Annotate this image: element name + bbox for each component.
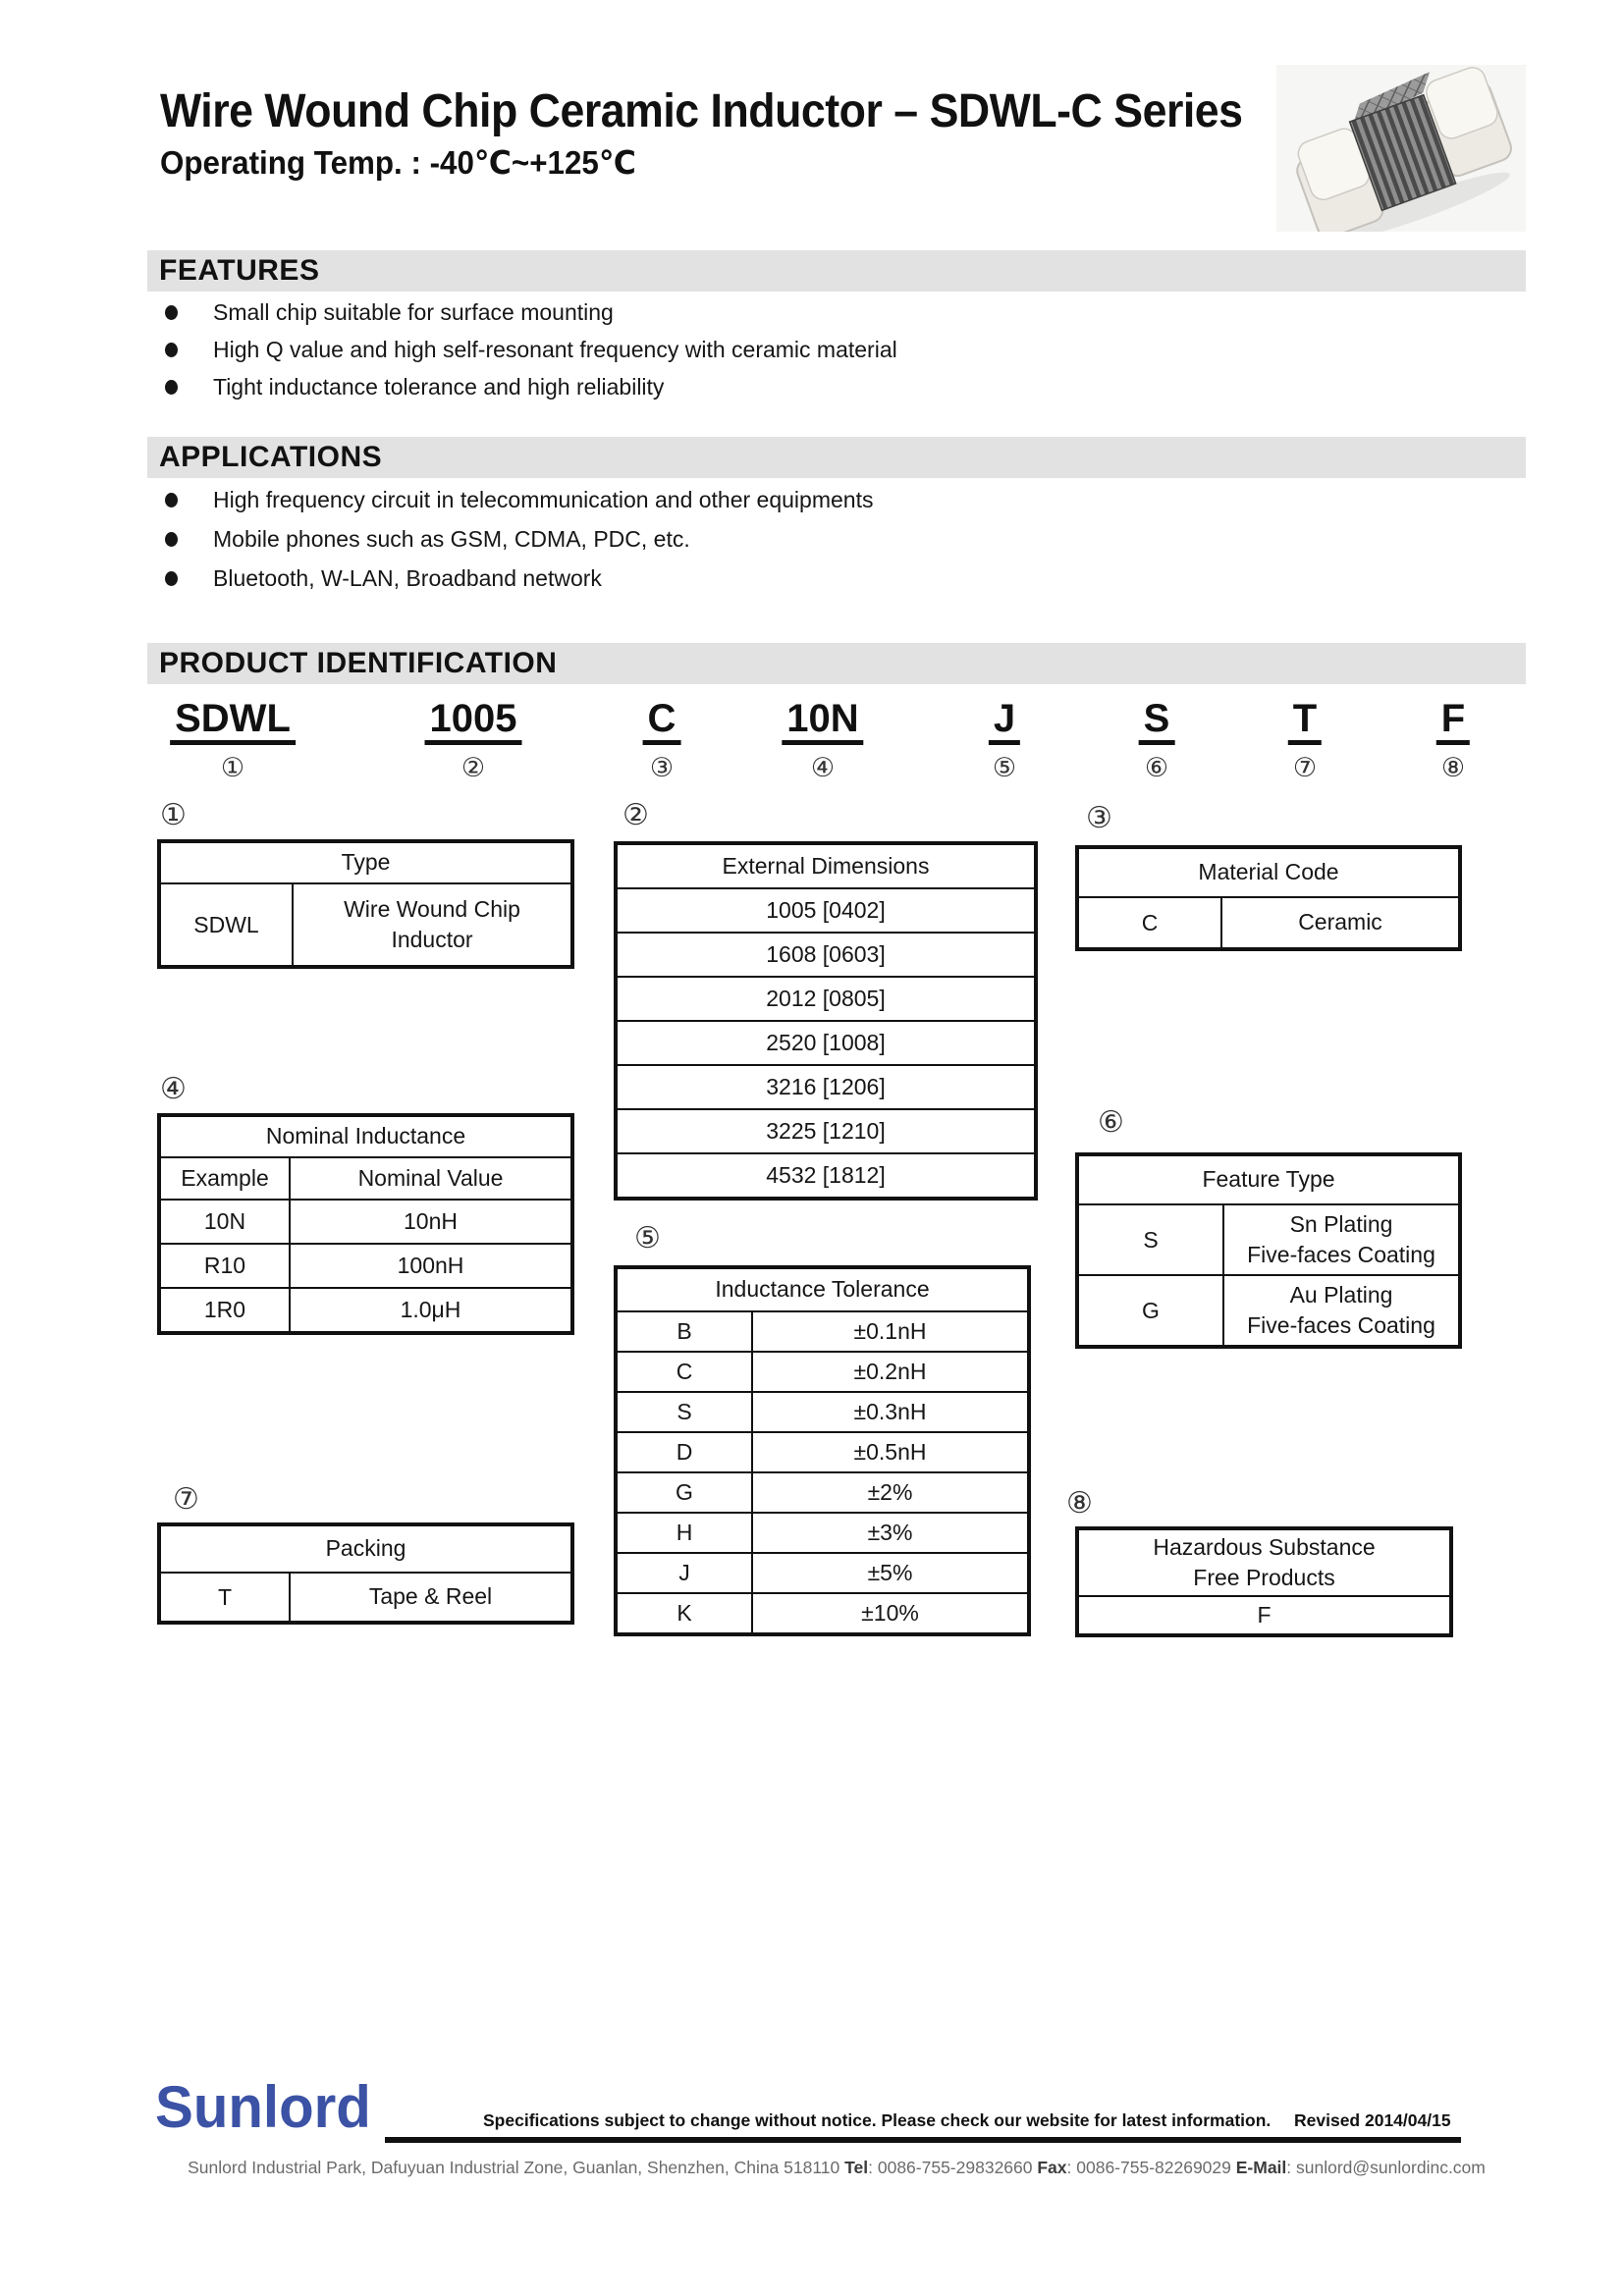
external-dimensions-table xyxy=(614,841,1038,1201)
hazardous-header-line: Hazardous Substance xyxy=(1153,1533,1376,1560)
packing-code-cell: T xyxy=(161,1574,291,1621)
type-desc-line: Wire Wound Chip xyxy=(344,895,520,922)
part-code-text: T xyxy=(1288,699,1322,745)
bullet-icon xyxy=(165,532,178,547)
circled-number: ③ xyxy=(649,753,675,783)
table-row xyxy=(618,1310,1027,1351)
feature-text: Small chip suitable for surface mounting xyxy=(213,298,614,325)
tolerance-value-cell: ±0.1nH xyxy=(853,1317,927,1344)
feature-code-cell: G xyxy=(1079,1276,1224,1345)
inductance-value-cell: 10nH xyxy=(404,1207,458,1234)
inductance-code-cell: R10 xyxy=(161,1245,291,1287)
tel-label: Tel xyxy=(844,2158,869,2177)
table-row xyxy=(161,1572,570,1621)
part-code-segment xyxy=(425,699,522,783)
email-value: : sunlord@sunlordinc.com xyxy=(1286,2158,1486,2177)
circled-number: ⑤ xyxy=(992,753,1017,783)
part-code-segment xyxy=(1288,699,1322,783)
table-mark-external-dimensions: ② xyxy=(623,798,649,832)
table-row xyxy=(618,1431,1027,1471)
table-row xyxy=(618,932,1034,976)
tolerance-value-cell: ±0.2nH xyxy=(853,1358,927,1384)
inductance-tolerance-table xyxy=(614,1265,1031,1636)
tolerance-value-cell: ±3% xyxy=(867,1519,913,1545)
tolerance-value-cell: ±0.5nH xyxy=(853,1438,927,1465)
tolerance-code-cell: C xyxy=(618,1353,753,1391)
table-row xyxy=(618,1592,1027,1632)
tolerance-code-cell: H xyxy=(618,1514,753,1552)
external-dimensions-header: External Dimensions xyxy=(722,852,930,879)
features-heading: FEATURES xyxy=(147,250,1526,292)
tolerance-value-cell: ±10% xyxy=(861,1599,919,1626)
part-code-segment xyxy=(1436,699,1470,783)
table-row xyxy=(1079,896,1458,947)
nominal-value-col-header: Nominal Value xyxy=(357,1164,504,1191)
inductance-value-cell: 100nH xyxy=(397,1252,464,1278)
table-row xyxy=(618,1152,1034,1197)
circled-number: ① xyxy=(220,753,245,783)
circled-number: ⑦ xyxy=(1292,753,1318,783)
tolerance-code-cell: K xyxy=(618,1594,753,1632)
material-code-cell: C xyxy=(1079,898,1222,947)
part-code-segment xyxy=(1139,699,1175,783)
feature-code-cell: S xyxy=(1079,1205,1224,1274)
part-code-text: F xyxy=(1436,699,1470,745)
feature-item xyxy=(165,297,614,327)
part-code-text: S xyxy=(1139,699,1175,745)
table-header-row xyxy=(161,1156,570,1199)
tolerance-code-cell: J xyxy=(618,1554,753,1592)
part-code-text: 10N xyxy=(782,699,863,745)
table-row xyxy=(1079,1595,1449,1633)
table-row xyxy=(618,1108,1034,1152)
table-mark-material-code: ③ xyxy=(1086,801,1112,835)
feature-desc-cell xyxy=(1224,1276,1458,1345)
footer-divider xyxy=(385,2137,1461,2143)
packing-desc-cell: Tape & Reel xyxy=(368,1583,493,1610)
table-row xyxy=(618,1512,1027,1552)
fax-value: : 0086-755-82269029 xyxy=(1066,2158,1236,2177)
part-code-text: 1005 xyxy=(425,699,522,745)
table-row xyxy=(1079,1203,1458,1274)
feature-item xyxy=(165,335,897,364)
feature-desc-line: Five-faces Coating xyxy=(1247,1242,1435,1267)
table-mark-inductance-tolerance: ⑤ xyxy=(634,1221,661,1255)
tolerance-value-cell: ±5% xyxy=(867,1559,913,1585)
part-code-text: J xyxy=(989,699,1020,745)
material-desc-cell: Ceramic xyxy=(1298,909,1382,935)
application-item xyxy=(165,485,873,514)
applications-heading: APPLICATIONS xyxy=(147,437,1526,478)
bullet-icon xyxy=(165,343,178,357)
tolerance-value-cell: ±0.3nH xyxy=(853,1398,927,1424)
dimension-cell: 3216 [1206] xyxy=(766,1074,886,1099)
table-mark-type: ① xyxy=(160,798,187,832)
circled-number: ⑥ xyxy=(1144,753,1169,783)
table-row xyxy=(161,1243,570,1287)
part-code-segment xyxy=(643,699,681,783)
feature-item xyxy=(165,372,664,401)
page-title: Wire Wound Chip Ceramic Inductor – SDWL-C Series xyxy=(160,85,1243,137)
tolerance-code-cell: D xyxy=(618,1433,753,1471)
dimension-cell: 1005 [0402] xyxy=(766,897,886,923)
table-row xyxy=(161,1199,570,1243)
table-row xyxy=(161,1287,570,1331)
feature-text: High Q value and high self-resonant frequency with ceramic material xyxy=(213,336,897,362)
table-row xyxy=(618,976,1034,1020)
material-code-table xyxy=(1075,845,1462,951)
type-table-header: Type xyxy=(341,849,391,876)
hazardous-free-table xyxy=(1075,1526,1453,1637)
part-code-text: SDWL xyxy=(170,699,296,745)
feature-desc-line: Sn Plating xyxy=(1289,1210,1393,1237)
type-desc-line: Inductor xyxy=(391,927,473,952)
table-row xyxy=(618,887,1034,932)
fax-label: Fax xyxy=(1037,2158,1067,2177)
dimension-cell: 4532 [1812] xyxy=(766,1162,886,1188)
footer-address xyxy=(147,2158,1526,2178)
feature-desc-cell xyxy=(1224,1205,1458,1274)
table-mark-hazardous: ⑧ xyxy=(1066,1486,1093,1521)
tel-value: : 0086-755-29832660 xyxy=(868,2158,1038,2177)
bullet-icon xyxy=(165,493,178,507)
tolerance-value-cell: ±2% xyxy=(867,1478,913,1505)
dimension-cell: 2012 [0805] xyxy=(766,986,886,1011)
type-table xyxy=(157,839,574,969)
table-row xyxy=(618,1351,1027,1391)
table-row xyxy=(618,1020,1034,1064)
inductance-code-cell: 1R0 xyxy=(161,1289,291,1331)
part-code-segment xyxy=(782,699,863,783)
material-code-header: Material Code xyxy=(1198,859,1339,885)
circled-number: ④ xyxy=(810,753,836,783)
packing-header: Packing xyxy=(325,1535,406,1562)
application-text: Bluetooth, W-LAN, Broadband network xyxy=(213,564,602,591)
dimension-cell: 3225 [1210] xyxy=(766,1118,886,1144)
circled-number: ⑧ xyxy=(1440,753,1466,783)
inductance-value-cell: 1.0μH xyxy=(400,1296,461,1322)
feature-desc-line: Five-faces Coating xyxy=(1247,1312,1435,1338)
part-code-segment xyxy=(170,699,296,783)
dimension-cell: 2520 [1008] xyxy=(766,1030,886,1055)
operating-temp-subtitle: Operating Temp. : -40℃~+125℃ xyxy=(160,144,636,181)
sunlord-logo: Sunlord xyxy=(155,2074,371,2140)
feature-desc-line: Au Plating xyxy=(1289,1281,1393,1308)
table-row xyxy=(618,1064,1034,1108)
tolerance-code-cell: S xyxy=(618,1393,753,1431)
table-mark-nominal-inductance: ④ xyxy=(160,1072,187,1106)
nominal-inductance-header: Nominal Inductance xyxy=(265,1123,466,1149)
table-row xyxy=(618,1552,1027,1592)
table-row xyxy=(161,882,570,965)
application-item xyxy=(165,563,602,593)
bullet-icon xyxy=(165,305,178,320)
dimension-cell: 1608 [0603] xyxy=(766,941,886,967)
part-code-text: C xyxy=(643,699,681,745)
tolerance-code-cell: B xyxy=(618,1312,753,1351)
part-code-segment xyxy=(989,699,1020,783)
footer-revised-date: Revised 2014/04/15 xyxy=(1294,2110,1451,2130)
nominal-inductance-table xyxy=(157,1113,574,1335)
circled-number: ② xyxy=(460,753,486,783)
inductance-tolerance-header: Inductance Tolerance xyxy=(715,1276,930,1303)
table-row xyxy=(1079,1274,1458,1345)
feature-type-table xyxy=(1075,1152,1462,1349)
feature-type-header: Feature Type xyxy=(1202,1166,1335,1193)
type-code-cell: SDWL xyxy=(161,884,294,965)
bullet-icon xyxy=(165,571,178,586)
packing-table xyxy=(157,1522,574,1625)
address-text: Sunlord Industrial Park, Dafuyuan Industrial Zone, Guanlan, Shenzhen, China 518110 xyxy=(188,2158,845,2177)
table-row xyxy=(618,1391,1027,1431)
application-item xyxy=(165,524,690,554)
footer-note: Specifications subject to change without notice. Please check our website for latest information. xyxy=(483,2110,1272,2130)
application-text: High frequency circuit in telecommunication and other equipments xyxy=(213,486,874,512)
product-identification-heading: PRODUCT IDENTIFICATION xyxy=(147,643,1526,684)
hazardous-header-line: Free Products xyxy=(1193,1565,1335,1590)
hazardous-free-header xyxy=(1079,1530,1449,1595)
inductance-code-cell: 10N xyxy=(161,1201,291,1243)
example-col-header: Example xyxy=(161,1158,291,1199)
type-desc-cell xyxy=(294,884,570,965)
table-mark-packing: ⑦ xyxy=(173,1482,199,1517)
table-mark-feature-type: ⑥ xyxy=(1098,1105,1124,1140)
application-text: Mobile phones such as GSM, CDMA, PDC, etc. xyxy=(213,525,690,552)
chip-inductor-photo xyxy=(1276,65,1526,232)
tolerance-code-cell: G xyxy=(618,1473,753,1512)
bullet-icon xyxy=(165,380,178,395)
table-row xyxy=(618,1471,1027,1512)
chip-inductor-illustration xyxy=(1276,65,1526,232)
hazardous-code-cell: F xyxy=(1257,1602,1272,1628)
email-label: E-Mail xyxy=(1235,2158,1287,2177)
feature-text: Tight inductance tolerance and high reliability xyxy=(213,373,665,400)
